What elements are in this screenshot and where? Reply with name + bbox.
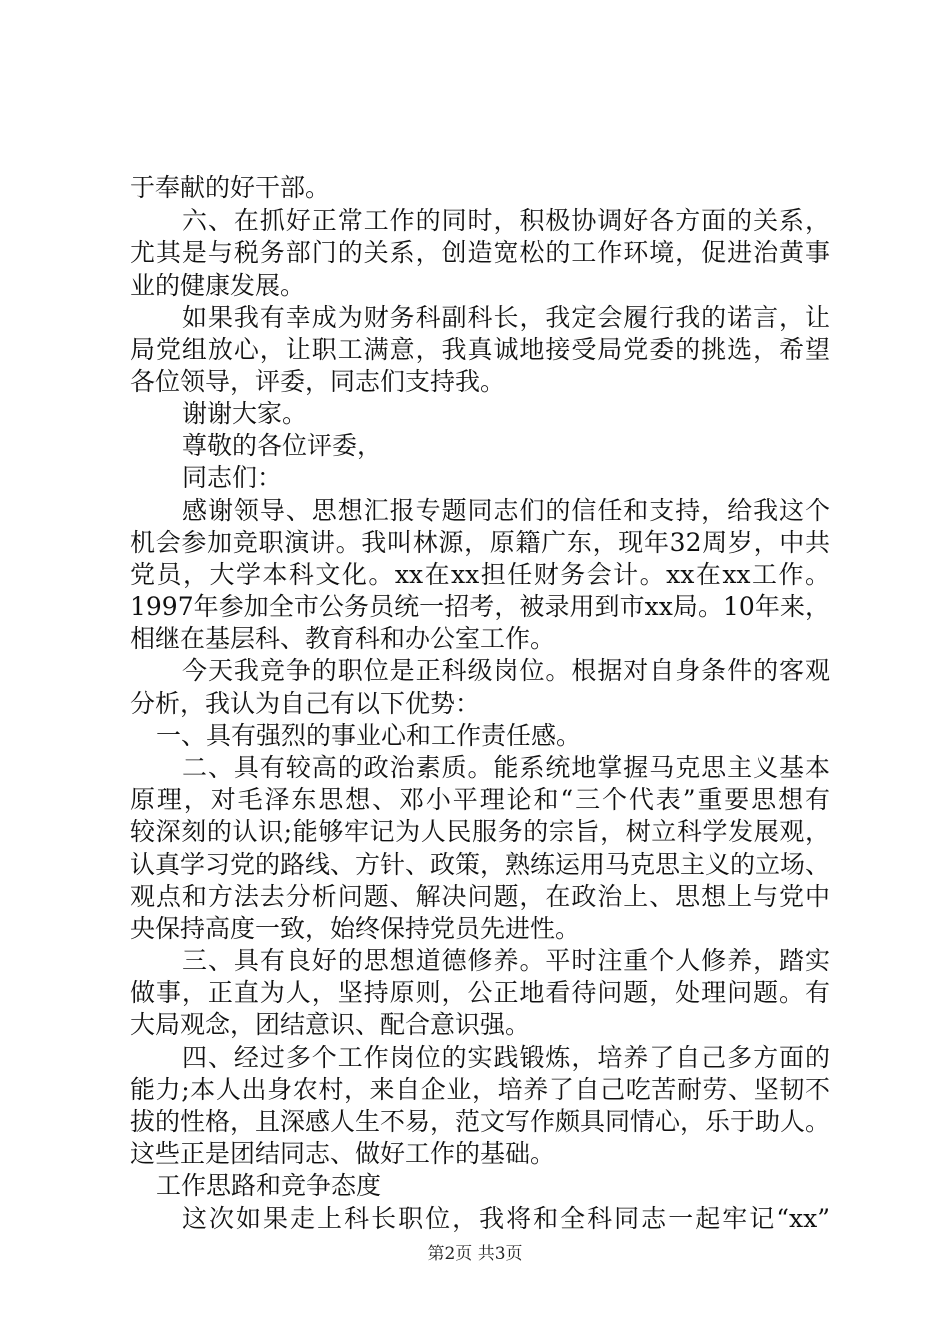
text-line: 相继在基层科、教育科和办公室工作。 (130, 624, 556, 653)
text-line: 尊敬的各位评委， (182, 431, 383, 460)
text-line: 感谢领导、思想汇报专题同志们的信任和支持，给我这个 (182, 496, 830, 525)
text-line: 如果我有幸成为财务科副科长，我定会履行我的诺言，让 (182, 303, 830, 332)
text-line: 较深刻的认识;能够牢记为人民服务的宗旨，树立科学发展观， (130, 817, 830, 846)
text-line: 各位领导，评委，同志们支持我。 (130, 367, 506, 396)
text-line: 认真学习党的路线、方针、政策，熟练运用马克思主义的立场、 (130, 850, 831, 879)
text-line: 拔的性格，且深感人生不易，范文写作颇具同情心，乐于助人。 (130, 1107, 831, 1136)
text-line: 局党组放心，让职工满意，我真诚地接受局党委的挑选，希望 (130, 335, 830, 364)
text-line: 业的健康发展。 (130, 271, 306, 300)
text-line: 尤其是与税务部门的关系，创造宽松的工作环境，促进治黄事 (130, 238, 830, 267)
text-line: 分析，我认为自己有以下优势： (130, 689, 481, 718)
text-line: 观点和方法去分析问题、解决问题，在政治上、思想上与党中 (130, 882, 830, 911)
text-line: 这次如果走上科长职位，我将和全科同志一起牢记“xx” (182, 1204, 830, 1233)
text-line: 二、具有较高的政治素质。能系统地掌握马克思主义基本 (182, 753, 830, 782)
text-line: 六、在抓好正常工作的同时，积极协调好各方面的关系， (182, 206, 830, 235)
text-line: 三、具有良好的思想道德修养。平时注重个人修养，踏实 (182, 946, 830, 975)
text-line: 央保持高度一致，始终保持党员先进性。 (130, 914, 581, 943)
text-line: 能力;本人出身农村，来自企业，培养了自己吃苦耐劳、坚韧不 (130, 1075, 830, 1104)
text-line: 1997年参加全市公务员统一招考，被录用到市xx局。10年来， (130, 592, 830, 621)
text-line: 同志们： (182, 463, 283, 492)
text-line: 一、具有强烈的事业心和工作责任感。 (156, 721, 582, 750)
text-line: 大局观念，团结意识、配合意识强。 (130, 1010, 531, 1039)
text-line: 做事，正直为人，坚持原则，公正地看待问题，处理问题。有 (130, 978, 830, 1007)
text-line: 今天我竞争的职位是正科级岗位。根据对自身条件的客观 (182, 656, 830, 685)
section-heading: 工作思路和竞争态度 (156, 1171, 382, 1200)
text-line: 党员，大学本科文化。xx在xx担任财务会计。xx在xx工作。 (130, 560, 830, 589)
text-line: 四、经过多个工作岗位的实践锻炼，培养了自己多方面的 (182, 1043, 830, 1072)
text-line: 于奉献的好干部。 (130, 173, 331, 202)
page-number-footer: 第2页 共3页 (427, 1244, 523, 1264)
text-line: 谢谢大家。 (182, 399, 308, 428)
text-line: 原理，对毛泽东思想、邓小平理论和“三个代表”重要思想有 (130, 785, 830, 814)
text-line: 机会参加竞职演讲。我叫林源，原籍广东，现年32周岁，中共 (130, 528, 830, 557)
text-line: 这些正是团结同志、做好工作的基础。 (130, 1139, 556, 1168)
